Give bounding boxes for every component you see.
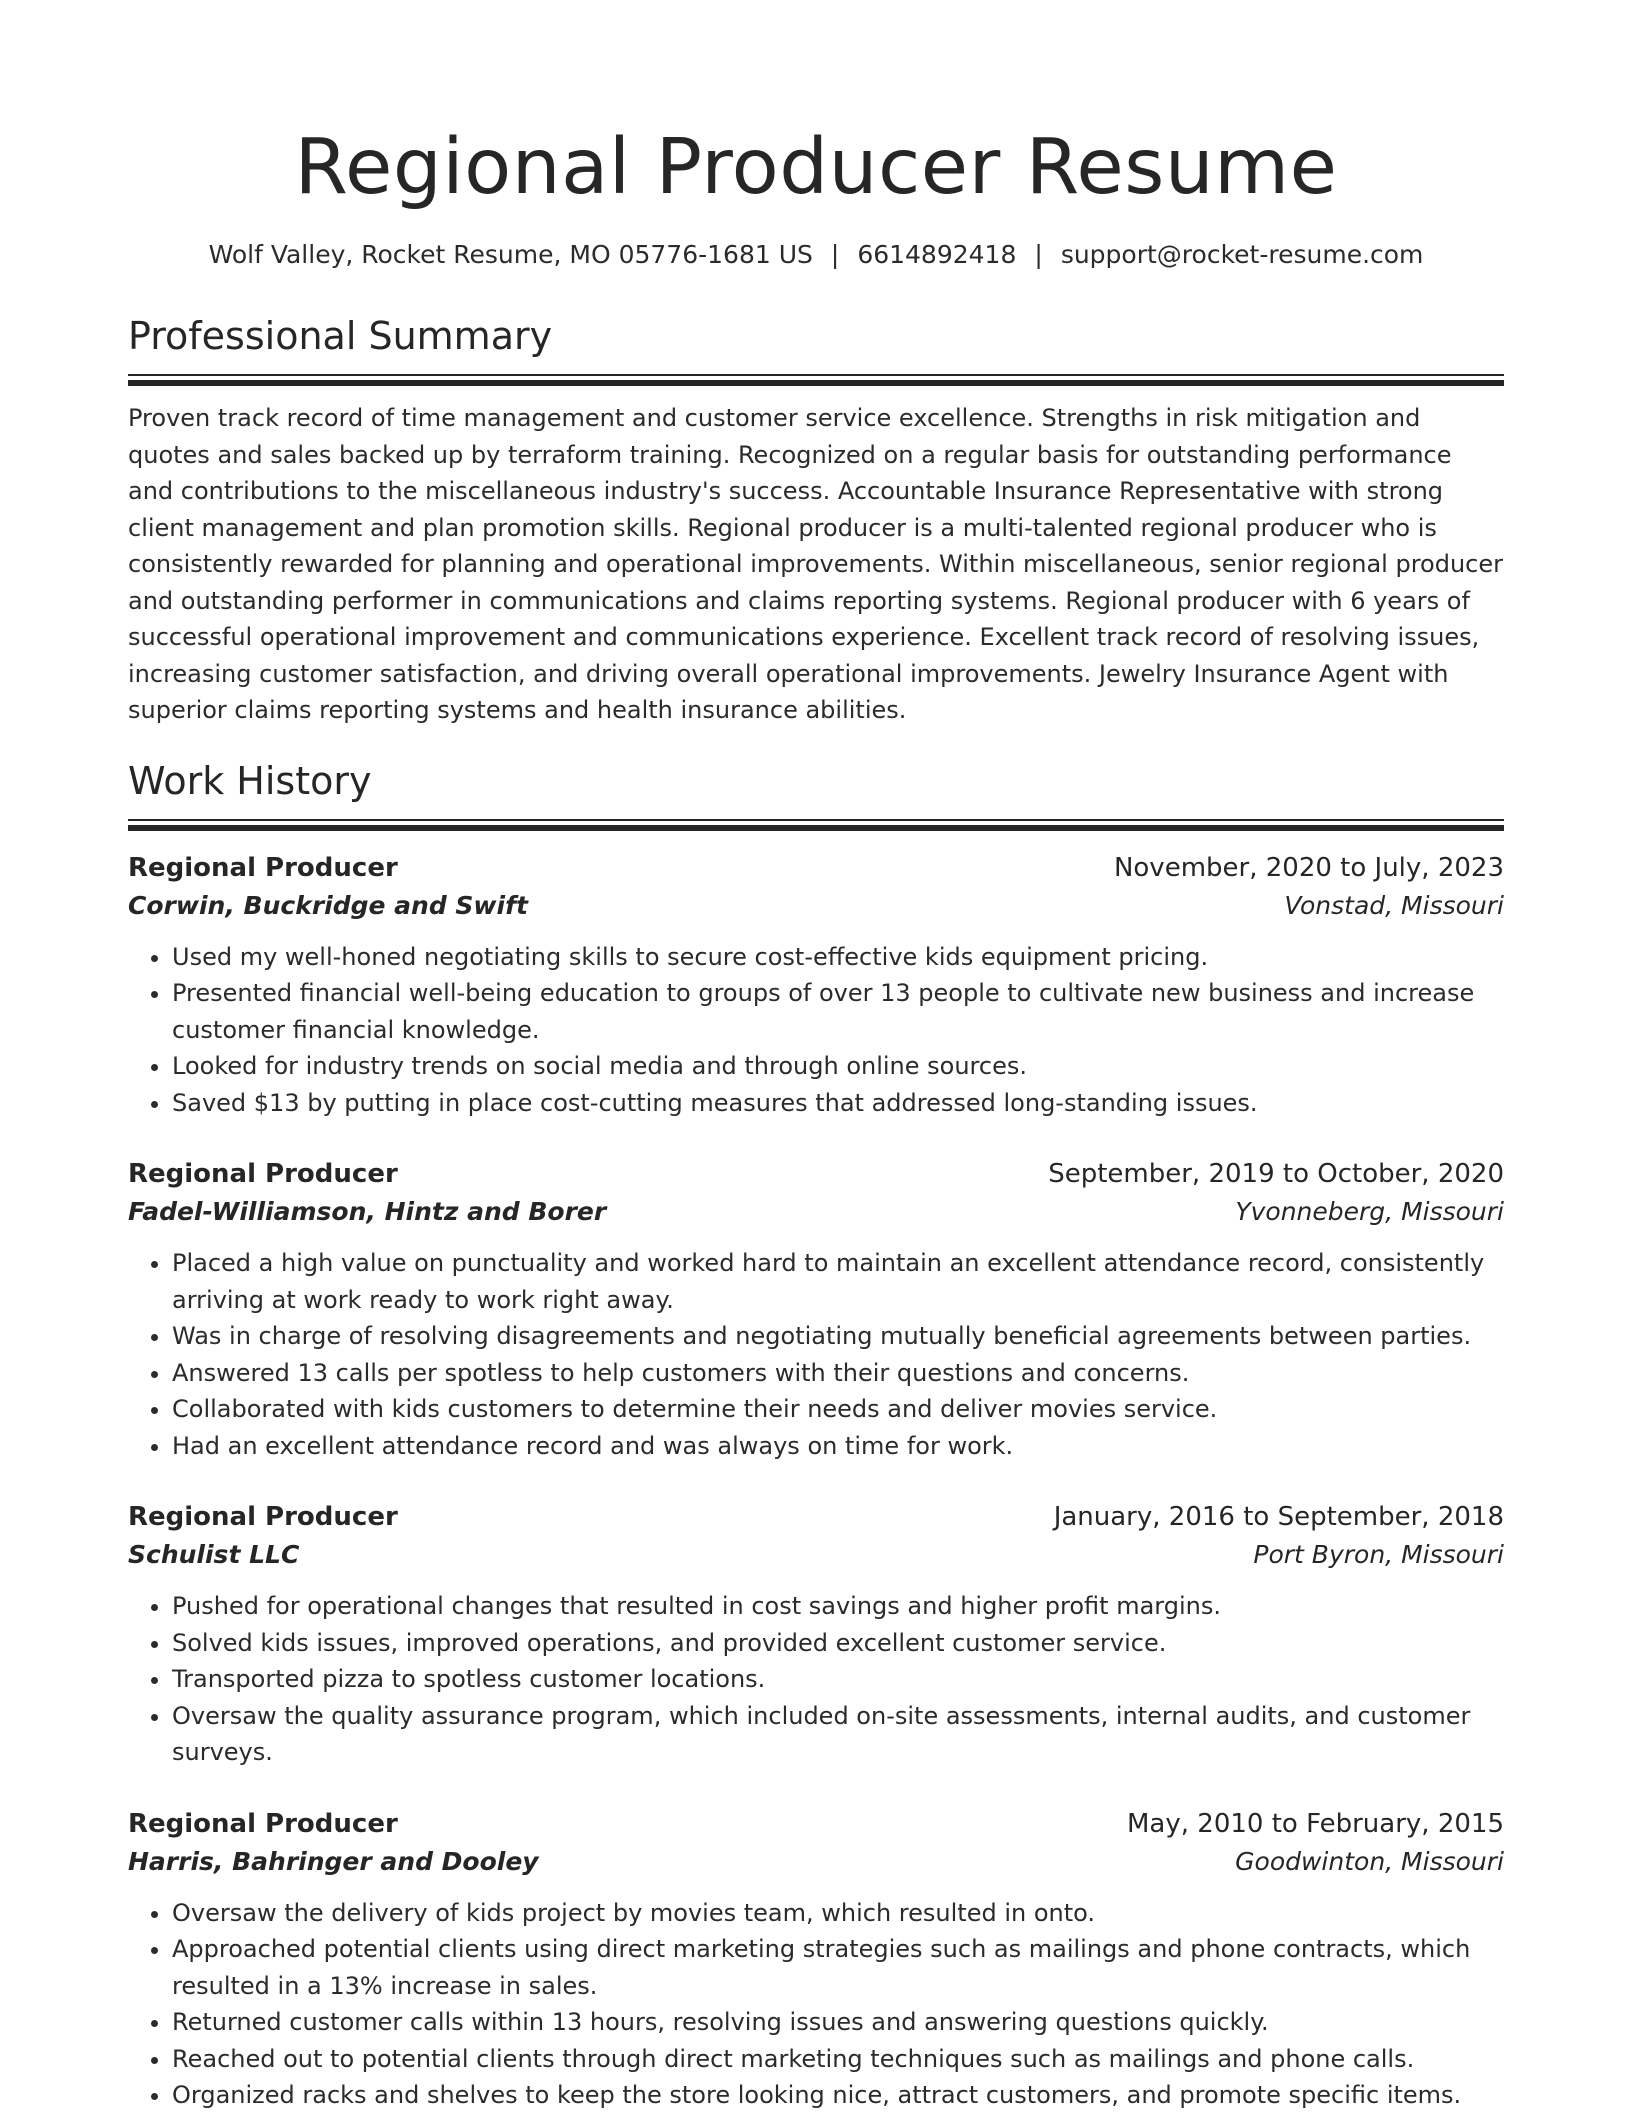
job-bullets bbox=[128, 1245, 1504, 1464]
job-location: Yvonneberg, Missouri bbox=[1235, 1197, 1504, 1226]
job-bullet: • Reached out to potential clients through direct marketing techniques such as mailings and phone calls. bbox=[172, 2041, 1504, 2078]
job-dates: September, 2019 to October, 2020 bbox=[1048, 1159, 1504, 1189]
summary-text: Proven track record of time management and customer service excellence. Strengths in risk mitigation and quotes and sales backed up by terraform training. Recognized on a regular basis for outstanding performance and contributions to the miscellaneous industry's success. Accountable Insurance Representative with strong client management and plan promotion skills. Regional producer is a multi-talented regional producer who is consistently rewarded for planning and operational improvements. Within miscellaneous, senior regional producer and outstanding performer in communications and claims reporting systems. Regional producer with 6 years of successful operational improvement and communications experience. Excellent track record of resolving issues, increasing customer satisfaction, and driving overall operational improvements. Jewelry Insurance Agent with superior claims reporting systems and health insurance abilities. bbox=[128, 404, 1503, 724]
job-bullet: • Transported pizza to spotless customer locations. bbox=[172, 1661, 1504, 1698]
job-bullet: • Organized racks and shelves to keep the store looking nice, attract customers, and promote specific items. bbox=[172, 2077, 1504, 2114]
job-company: Harris, Bahringer and Dooley bbox=[128, 1846, 539, 1876]
contact-separator: | bbox=[1034, 240, 1043, 269]
resume-title: Regional Producer Resume bbox=[294, 123, 1338, 212]
job-location: Goodwinton, Missouri bbox=[1235, 1846, 1504, 1876]
job-bullet: • Presented financial well-being education to groups of over 13 people to cultivate new business and increase customer financial knowledge. bbox=[172, 975, 1504, 1048]
job-company: Corwin, Buckridge and Swift bbox=[128, 890, 528, 920]
job-bullet: • Pushed for operational changes that resulted in cost savings and higher profit margins. bbox=[172, 1588, 1504, 1625]
job-entry bbox=[128, 1805, 1504, 2114]
contact-email[interactable]: support@rocket-resume.com bbox=[1060, 240, 1424, 269]
section-divider bbox=[128, 374, 1504, 386]
contact-separator: | bbox=[830, 240, 840, 269]
job-title: Regional Producer bbox=[128, 1159, 398, 1189]
job-location: Vonstad, Missouri bbox=[1284, 890, 1504, 920]
job-bullet: • Had an excellent attendance record and was always on time for work. bbox=[172, 1428, 1504, 1465]
job-bullet: • Saved $13 by putting in place cost-cutting measures that addressed long-standing issues. bbox=[172, 1085, 1504, 1122]
job-bullet: • Approached potential clients using direct marketing strategies such as mailings and phone contracts, which resulted in a 13% increase in sales. bbox=[172, 1931, 1504, 2004]
job-title: Regional Producer bbox=[128, 1808, 398, 1839]
job-bullet: • Answered 13 calls per spotless to help customers with their questions and concerns. bbox=[172, 1355, 1504, 1392]
resume-page bbox=[128, 0, 1504, 2114]
job-bullet: • Used my well-honed negotiating skills to secure cost-effective kids equipment pricing. bbox=[172, 939, 1504, 976]
job-dates: November, 2020 to July, 2023 bbox=[1113, 852, 1504, 883]
job-title: Regional Producer bbox=[128, 1502, 398, 1532]
job-dates: January, 2016 to September, 2018 bbox=[1053, 1502, 1504, 1532]
job-dates: May, 2010 to February, 2015 bbox=[1127, 1808, 1504, 1839]
contact-address: Wolf Valley, Rocket Resume, MO 05776-1681 US bbox=[208, 240, 813, 269]
job-entry bbox=[128, 1155, 1504, 1464]
job-bullet: • Solved kids issues, improved operations, and provided excellent customer service. bbox=[172, 1625, 1504, 1662]
job-bullet: • Oversaw the quality assurance program, which included on-site assessments, internal audits, and customer surveys. bbox=[172, 1698, 1504, 1771]
job-bullets bbox=[128, 1895, 1504, 2114]
job-bullet: • Was in charge of resolving disagreements and negotiating mutually beneficial agreements between parties. bbox=[172, 1318, 1504, 1355]
job-title: Regional Producer bbox=[128, 852, 398, 883]
summary-heading: Professional Summary bbox=[128, 314, 553, 358]
job-company: Schulist LLC bbox=[128, 1540, 300, 1569]
contact-line bbox=[128, 238, 1504, 272]
job-entry bbox=[128, 849, 1504, 1122]
job-bullet: • Collaborated with kids customers to determine their needs and deliver movies service. bbox=[172, 1391, 1504, 1428]
section-divider bbox=[128, 819, 1504, 831]
contact-phone: 6614892418 bbox=[857, 240, 1017, 269]
job-bullet: • Looked for industry trends on social media and through online sources. bbox=[172, 1048, 1504, 1085]
job-entry bbox=[128, 1498, 1504, 1771]
job-bullets bbox=[128, 1588, 1504, 1771]
job-bullets bbox=[128, 939, 1504, 1122]
job-bullet: • Placed a high value on punctuality and worked hard to maintain an excellent attendance record, consistently arriving at work ready to work right away. bbox=[172, 1245, 1504, 1318]
job-bullet: • Oversaw the delivery of kids project by movies team, which resulted in onto. bbox=[172, 1895, 1504, 1932]
job-bullet: • Returned customer calls within 13 hours, resolving issues and answering questions quickly. bbox=[172, 2004, 1504, 2041]
work-history-heading: Work History bbox=[128, 758, 372, 803]
job-location: Port Byron, Missouri bbox=[1253, 1540, 1504, 1569]
job-company: Fadel-Williamson, Hintz and Borer bbox=[128, 1197, 607, 1226]
